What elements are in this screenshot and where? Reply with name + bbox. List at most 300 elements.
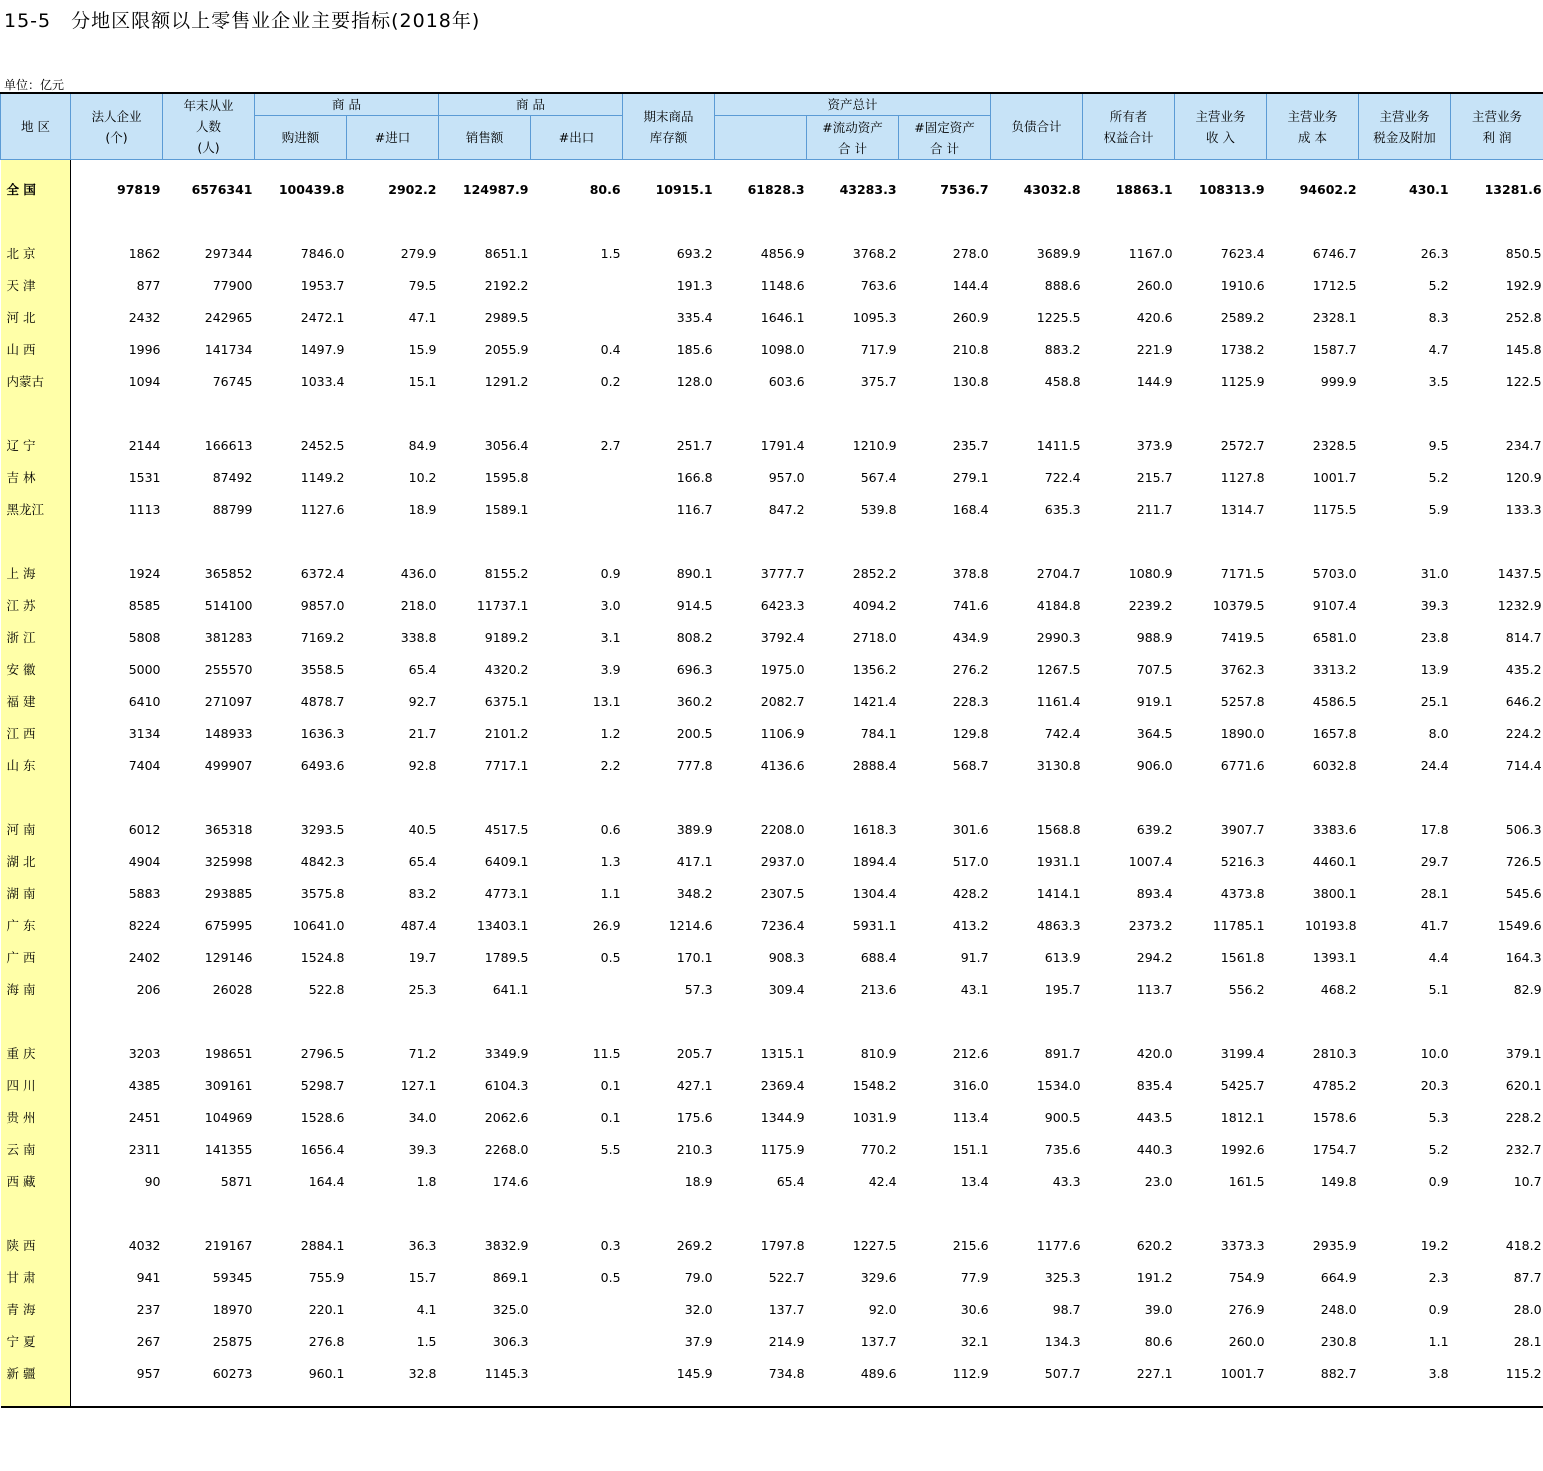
value-cell: 613.9 (1044, 950, 1081, 965)
value-cell: 149.8 (1320, 1174, 1357, 1189)
value-cell: 161.5 (1228, 1174, 1265, 1189)
value-cell: 1127.8 (1220, 470, 1265, 485)
value-cell: 15.9 (408, 342, 437, 357)
value-cell: 7717.1 (484, 758, 529, 773)
value-cell: 39.3 (1420, 598, 1449, 613)
value-cell: 41.7 (1420, 918, 1449, 933)
empty-cell (1175, 206, 1267, 238)
empty-cell (807, 526, 899, 558)
value-cell: 2144 (128, 438, 161, 453)
value-cell: 6012 (128, 822, 161, 837)
region-cell: 四 川 (1, 1070, 71, 1102)
region-cell: 山 东 (1, 750, 71, 782)
value-cell: 7623.4 (1220, 246, 1265, 261)
region-cell: 黑龙江 (1, 494, 71, 526)
empty-cell (807, 1198, 899, 1230)
value-cell: 1589.1 (484, 502, 529, 517)
region-cell: 山 西 (1, 334, 71, 366)
value-cell: 91.7 (960, 950, 989, 965)
indicator-table (0, 92, 1543, 1408)
empty-cell (715, 398, 807, 430)
value-cell: 430.1 (1409, 182, 1449, 197)
value-cell: 1113 (128, 502, 161, 517)
value-cell: 1214.6 (668, 918, 713, 933)
value-cell: 65.4 (408, 662, 437, 677)
value-cell: 0.5 (600, 1270, 621, 1285)
empty-cell (623, 160, 715, 175)
value-cell: 1356.2 (852, 662, 897, 677)
value-cell: 98.7 (1052, 1302, 1081, 1317)
value-cell: 1304.4 (852, 886, 897, 901)
value-cell: 5703.0 (1312, 566, 1357, 581)
value-cell: 2192.2 (484, 278, 529, 293)
empty-cell (71, 782, 163, 814)
value-cell: 120.9 (1505, 470, 1542, 485)
empty-cell (71, 1006, 163, 1038)
empty-cell (1267, 160, 1359, 175)
value-cell: 0.4 (600, 342, 621, 357)
value-cell: 5.2 (1428, 470, 1449, 485)
value-cell: 215.6 (952, 1238, 989, 1253)
value-cell: 1524.8 (300, 950, 345, 965)
value-cell: 88799 (212, 502, 253, 517)
value-cell: 1411.5 (1036, 438, 1081, 453)
value-cell: 620.1 (1505, 1078, 1542, 1093)
value-cell (531, 1294, 623, 1326)
value-cell: 11785.1 (1212, 918, 1265, 933)
value-cell: 83.2 (408, 886, 437, 901)
value-cell: 641.1 (492, 982, 529, 997)
value-cell: 151.1 (952, 1142, 989, 1157)
value-cell: 734.8 (768, 1366, 805, 1381)
value-cell: 2796.5 (300, 1046, 345, 1061)
header-sales: 销售额 (439, 116, 531, 160)
empty-cell (1175, 398, 1267, 430)
value-cell: 267 (136, 1334, 161, 1349)
empty-cell (439, 526, 531, 558)
table-row (1, 1294, 1543, 1326)
value-cell: 6423.3 (760, 598, 805, 613)
region-cell: 上 海 (1, 558, 71, 590)
table-row (1, 302, 1543, 334)
empty-cell (1451, 526, 1543, 558)
value-cell: 124987.9 (462, 182, 529, 197)
value-cell: 260.9 (952, 310, 989, 325)
value-cell: 3575.8 (300, 886, 345, 901)
value-cell: 65.4 (408, 854, 437, 869)
value-cell: 2935.9 (1312, 1238, 1357, 1253)
value-cell: 2718.0 (852, 630, 897, 645)
value-cell: 4385 (128, 1078, 161, 1093)
value-cell: 1975.0 (760, 662, 805, 677)
table-row (1, 1038, 1543, 1070)
empty-cell (1083, 1390, 1175, 1407)
value-cell: 192.9 (1505, 278, 1542, 293)
empty-cell (71, 526, 163, 558)
empty-cell (163, 206, 255, 238)
value-cell: 2452.5 (300, 438, 345, 453)
value-cell: 906.0 (1136, 758, 1173, 773)
value-cell: 215.7 (1136, 470, 1173, 485)
value-cell: 40.5 (408, 822, 437, 837)
value-cell: 688.4 (860, 950, 897, 965)
header-tax: 主营业务 税金及附加 (1359, 93, 1451, 160)
value-cell: 77.9 (960, 1270, 989, 1285)
value-cell: 0.9 (1428, 1174, 1449, 1189)
value-cell: 3777.7 (760, 566, 805, 581)
empty-cell (1359, 526, 1451, 558)
empty-cell (255, 1198, 347, 1230)
value-cell: 18970 (212, 1302, 253, 1317)
value-cell: 0.2 (600, 374, 621, 389)
header-purchases: 购进额 (255, 116, 347, 160)
empty-cell (715, 526, 807, 558)
header-profit: 主营业务 利 润 (1451, 93, 1543, 160)
value-cell: 6032.8 (1312, 758, 1357, 773)
value-cell: 145.9 (676, 1366, 713, 1381)
empty-cell (255, 206, 347, 238)
region-cell: 湖 南 (1, 878, 71, 910)
value-cell: 133.3 (1505, 502, 1542, 517)
value-cell: 2402 (128, 950, 161, 965)
value-cell: 4032 (128, 1238, 161, 1253)
header-legal-entities: 法人企业 (个) (71, 93, 163, 160)
value-cell: 276.8 (308, 1334, 345, 1349)
value-cell: 57.3 (684, 982, 713, 997)
value-cell: 1225.5 (1036, 310, 1081, 325)
value-cell: 3800.1 (1312, 886, 1357, 901)
value-cell: 1931.1 (1036, 854, 1081, 869)
value-cell: 2704.7 (1036, 566, 1081, 581)
value-cell: 4863.3 (1036, 918, 1081, 933)
region-cell: 河 北 (1, 302, 71, 334)
empty-cell (715, 1006, 807, 1038)
value-cell: 92.7 (408, 694, 437, 709)
value-cell: 4184.8 (1036, 598, 1081, 613)
empty-cell (1359, 782, 1451, 814)
value-cell: 556.2 (1228, 982, 1265, 997)
value-cell: 211.7 (1136, 502, 1173, 517)
table-row (1, 1358, 1543, 1390)
value-cell: 428.2 (952, 886, 989, 901)
value-cell: 2268.0 (484, 1142, 529, 1157)
empty-cell (255, 160, 347, 175)
value-cell: 28.0 (1513, 1302, 1542, 1317)
value-cell: 2432 (128, 310, 161, 325)
value-cell: 84.9 (408, 438, 437, 453)
value-cell: 0.9 (600, 566, 621, 581)
value-cell: 39.3 (408, 1142, 437, 1157)
value-cell: 8651.1 (484, 246, 529, 261)
table-row (1, 622, 1543, 654)
empty-cell (1083, 398, 1175, 430)
value-cell: 4460.1 (1312, 854, 1357, 869)
table-row (1, 1134, 1543, 1166)
value-cell: 2902.2 (388, 182, 437, 197)
table-row (1, 1326, 1543, 1358)
empty-cell (1175, 526, 1267, 558)
empty-cell (715, 782, 807, 814)
region-cell (1, 206, 71, 238)
value-cell: 3832.9 (484, 1238, 529, 1253)
value-cell: 1161.4 (1036, 694, 1081, 709)
value-cell: 31.0 (1420, 566, 1449, 581)
region-cell (1, 782, 71, 814)
value-cell: 6746.7 (1312, 246, 1357, 261)
value-cell: 869.1 (492, 1270, 529, 1285)
value-cell: 2990.3 (1036, 630, 1081, 645)
value-cell: 1754.7 (1312, 1142, 1357, 1157)
value-cell: 8585 (128, 598, 161, 613)
table-row (1, 430, 1543, 462)
empty-cell (1175, 1390, 1267, 1407)
table-row (1, 558, 1543, 590)
value-cell (531, 1358, 623, 1390)
value-cell: 814.7 (1505, 630, 1542, 645)
empty-cell (1267, 1006, 1359, 1038)
empty-cell (1083, 160, 1175, 175)
value-cell: 5.9 (1428, 502, 1449, 517)
region-cell: 浙 江 (1, 622, 71, 654)
value-cell: 19.7 (408, 950, 437, 965)
table-row (1, 846, 1543, 878)
value-cell: 43032.8 (1023, 182, 1081, 197)
value-cell: 3907.7 (1220, 822, 1265, 837)
empty-cell (531, 160, 623, 175)
table-row (1, 718, 1543, 750)
value-cell: 2.7 (600, 438, 621, 453)
value-cell: 1098.0 (760, 342, 805, 357)
value-cell: 1656.4 (300, 1142, 345, 1157)
value-cell: 97819 (117, 182, 161, 197)
empty-cell (531, 526, 623, 558)
value-cell: 1.1 (600, 886, 621, 901)
value-cell: 1106.9 (760, 726, 805, 741)
value-cell: 228.3 (952, 694, 989, 709)
value-cell: 7419.5 (1220, 630, 1265, 645)
value-cell: 4.7 (1428, 342, 1449, 357)
value-cell: 1267.5 (1036, 662, 1081, 677)
empty-cell (715, 206, 807, 238)
value-cell: 42.4 (868, 1174, 897, 1189)
empty-cell (623, 1390, 715, 1407)
header-fixed-assets: #固定资产 合 计 (899, 116, 991, 160)
value-cell: 664.9 (1320, 1270, 1357, 1285)
value-cell: 6493.6 (300, 758, 345, 773)
value-cell: 1145.3 (484, 1366, 529, 1381)
value-cell: 891.7 (1044, 1046, 1081, 1061)
value-cell: 3383.6 (1312, 822, 1357, 837)
value-cell: 219167 (204, 1238, 253, 1253)
empty-cell (807, 398, 899, 430)
value-cell: 144.9 (1136, 374, 1173, 389)
value-cell: 19.2 (1420, 1238, 1449, 1253)
empty-cell (163, 1390, 255, 1407)
value-cell: 0.6 (600, 822, 621, 837)
value-cell: 1437.5 (1497, 566, 1542, 581)
region-cell: 甘 肃 (1, 1262, 71, 1294)
value-cell: 9189.2 (484, 630, 529, 645)
value-cell: 639.2 (1136, 822, 1173, 837)
value-cell: 325.0 (492, 1302, 529, 1317)
empty-cell (715, 1390, 807, 1407)
value-cell: 545.6 (1505, 886, 1542, 901)
empty-cell (531, 206, 623, 238)
value-cell: 260.0 (1228, 1334, 1265, 1349)
value-cell: 1657.8 (1312, 726, 1357, 741)
value-cell: 435.2 (1505, 662, 1542, 677)
empty-cell (1083, 782, 1175, 814)
value-cell: 1797.8 (760, 1238, 805, 1253)
empty-cell (991, 206, 1083, 238)
empty-cell (347, 526, 439, 558)
value-cell: 47.1 (408, 310, 437, 325)
value-cell: 297344 (204, 246, 253, 261)
value-cell: 696.3 (676, 662, 713, 677)
value-cell: 3762.3 (1220, 662, 1265, 677)
value-cell: 2989.5 (484, 310, 529, 325)
value-cell: 3130.8 (1036, 758, 1081, 773)
value-cell: 1534.0 (1036, 1078, 1081, 1093)
value-cell: 3558.5 (300, 662, 345, 677)
table-row (1, 910, 1543, 942)
value-cell: 1.5 (416, 1334, 437, 1349)
value-cell: 1125.9 (1220, 374, 1265, 389)
header-sales-group: 商 品 (439, 93, 623, 116)
value-cell: 212.6 (952, 1046, 989, 1061)
empty-cell (439, 1390, 531, 1407)
value-cell: 6581.0 (1312, 630, 1357, 645)
value-cell: 2572.7 (1220, 438, 1265, 453)
value-cell: 170.1 (676, 950, 713, 965)
empty-cell (1451, 206, 1543, 238)
value-cell: 3203 (128, 1046, 161, 1061)
value-cell: 13.4 (960, 1174, 989, 1189)
empty-cell (163, 160, 255, 175)
value-cell: 174.6 (492, 1174, 529, 1189)
value-cell: 112.9 (952, 1366, 989, 1381)
value-cell: 26.3 (1420, 246, 1449, 261)
empty-cell (623, 206, 715, 238)
value-cell: 309.4 (768, 982, 805, 997)
table-body (1, 160, 1543, 1408)
value-cell: 714.4 (1505, 758, 1542, 773)
empty-cell (899, 160, 991, 175)
value-cell: 4773.1 (484, 886, 529, 901)
value-cell: 458.8 (1044, 374, 1081, 389)
value-cell: 137.7 (768, 1302, 805, 1317)
value-cell: 61828.3 (747, 182, 805, 197)
value-cell: 5.3 (1428, 1110, 1449, 1125)
table-row (1, 1230, 1543, 1262)
empty-cell (1267, 782, 1359, 814)
empty-cell (71, 1390, 163, 1407)
region-cell: 广 东 (1, 910, 71, 942)
empty-cell (1083, 206, 1175, 238)
empty-cell (991, 1390, 1083, 1407)
value-cell: 218.0 (400, 598, 437, 613)
unit-label: 单位：亿元 (4, 78, 65, 92)
value-cell: 1314.7 (1220, 502, 1265, 517)
value-cell: 5000 (128, 662, 161, 677)
value-cell: 248.0 (1320, 1302, 1357, 1317)
value-cell: 741.6 (952, 598, 989, 613)
value-cell: 1.5 (600, 246, 621, 261)
empty-cell (347, 206, 439, 238)
value-cell: 1636.3 (300, 726, 345, 741)
value-cell: 65.4 (776, 1174, 805, 1189)
value-cell: 5.2 (1428, 1142, 1449, 1157)
value-cell: 850.5 (1505, 246, 1542, 261)
value-cell: 122.5 (1505, 374, 1542, 389)
value-cell: 5425.7 (1220, 1078, 1265, 1093)
value-cell: 128.0 (676, 374, 713, 389)
value-cell: 1646.1 (760, 310, 805, 325)
value-cell: 23.8 (1420, 630, 1449, 645)
value-cell: 1149.2 (300, 470, 345, 485)
value-cell: 13.1 (592, 694, 621, 709)
table-row (1, 1102, 1543, 1134)
value-cell: 325998 (204, 854, 253, 869)
value-cell: 1894.4 (852, 854, 897, 869)
value-cell: 2239.2 (1128, 598, 1173, 613)
value-cell: 191.3 (676, 278, 713, 293)
value-cell: 381283 (204, 630, 253, 645)
empty-cell (439, 398, 531, 430)
empty-cell (1451, 1006, 1543, 1038)
value-cell (531, 974, 623, 1006)
value-cell: 693.2 (676, 246, 713, 261)
value-cell: 1210.9 (852, 438, 897, 453)
value-cell: 1789.5 (484, 950, 529, 965)
header-revenue: 主营业务 收 入 (1175, 93, 1267, 160)
value-cell (531, 494, 623, 526)
value-cell: 1549.6 (1497, 918, 1542, 933)
value-cell: 59345 (212, 1270, 253, 1285)
value-cell: 722.4 (1044, 470, 1081, 485)
value-cell: 224.2 (1505, 726, 1542, 741)
value-cell: 227.1 (1136, 1366, 1173, 1381)
value-cell: 755.9 (308, 1270, 345, 1285)
page-title: 15-5 分地区限额以上零售业企业主要指标(2018年) (4, 10, 481, 32)
value-cell: 890.1 (676, 566, 713, 581)
value-cell: 79.5 (408, 278, 437, 293)
value-cell: 5.2 (1428, 278, 1449, 293)
empty-cell (1083, 1006, 1175, 1038)
value-cell: 4373.8 (1220, 886, 1265, 901)
empty-cell (807, 1390, 899, 1407)
value-cell: 375.7 (860, 374, 897, 389)
spacer-row (1, 1006, 1543, 1038)
region-cell: 安 徽 (1, 654, 71, 686)
region-cell: 云 南 (1, 1134, 71, 1166)
empty-cell (347, 1198, 439, 1230)
empty-cell (623, 526, 715, 558)
empty-cell (1359, 1390, 1451, 1407)
region-cell: 河 南 (1, 814, 71, 846)
empty-cell (899, 1006, 991, 1038)
value-cell: 6576341 (191, 182, 253, 197)
value-cell: 0.1 (600, 1110, 621, 1125)
value-cell: 113.4 (952, 1110, 989, 1125)
value-cell: 379.1 (1505, 1046, 1542, 1061)
value-cell: 3373.3 (1220, 1238, 1265, 1253)
value-cell: 506.3 (1505, 822, 1542, 837)
region-cell (1, 160, 71, 175)
value-cell: 210.8 (952, 342, 989, 357)
value-cell: 269.2 (676, 1238, 713, 1253)
value-cell: 134.3 (1044, 1334, 1081, 1349)
